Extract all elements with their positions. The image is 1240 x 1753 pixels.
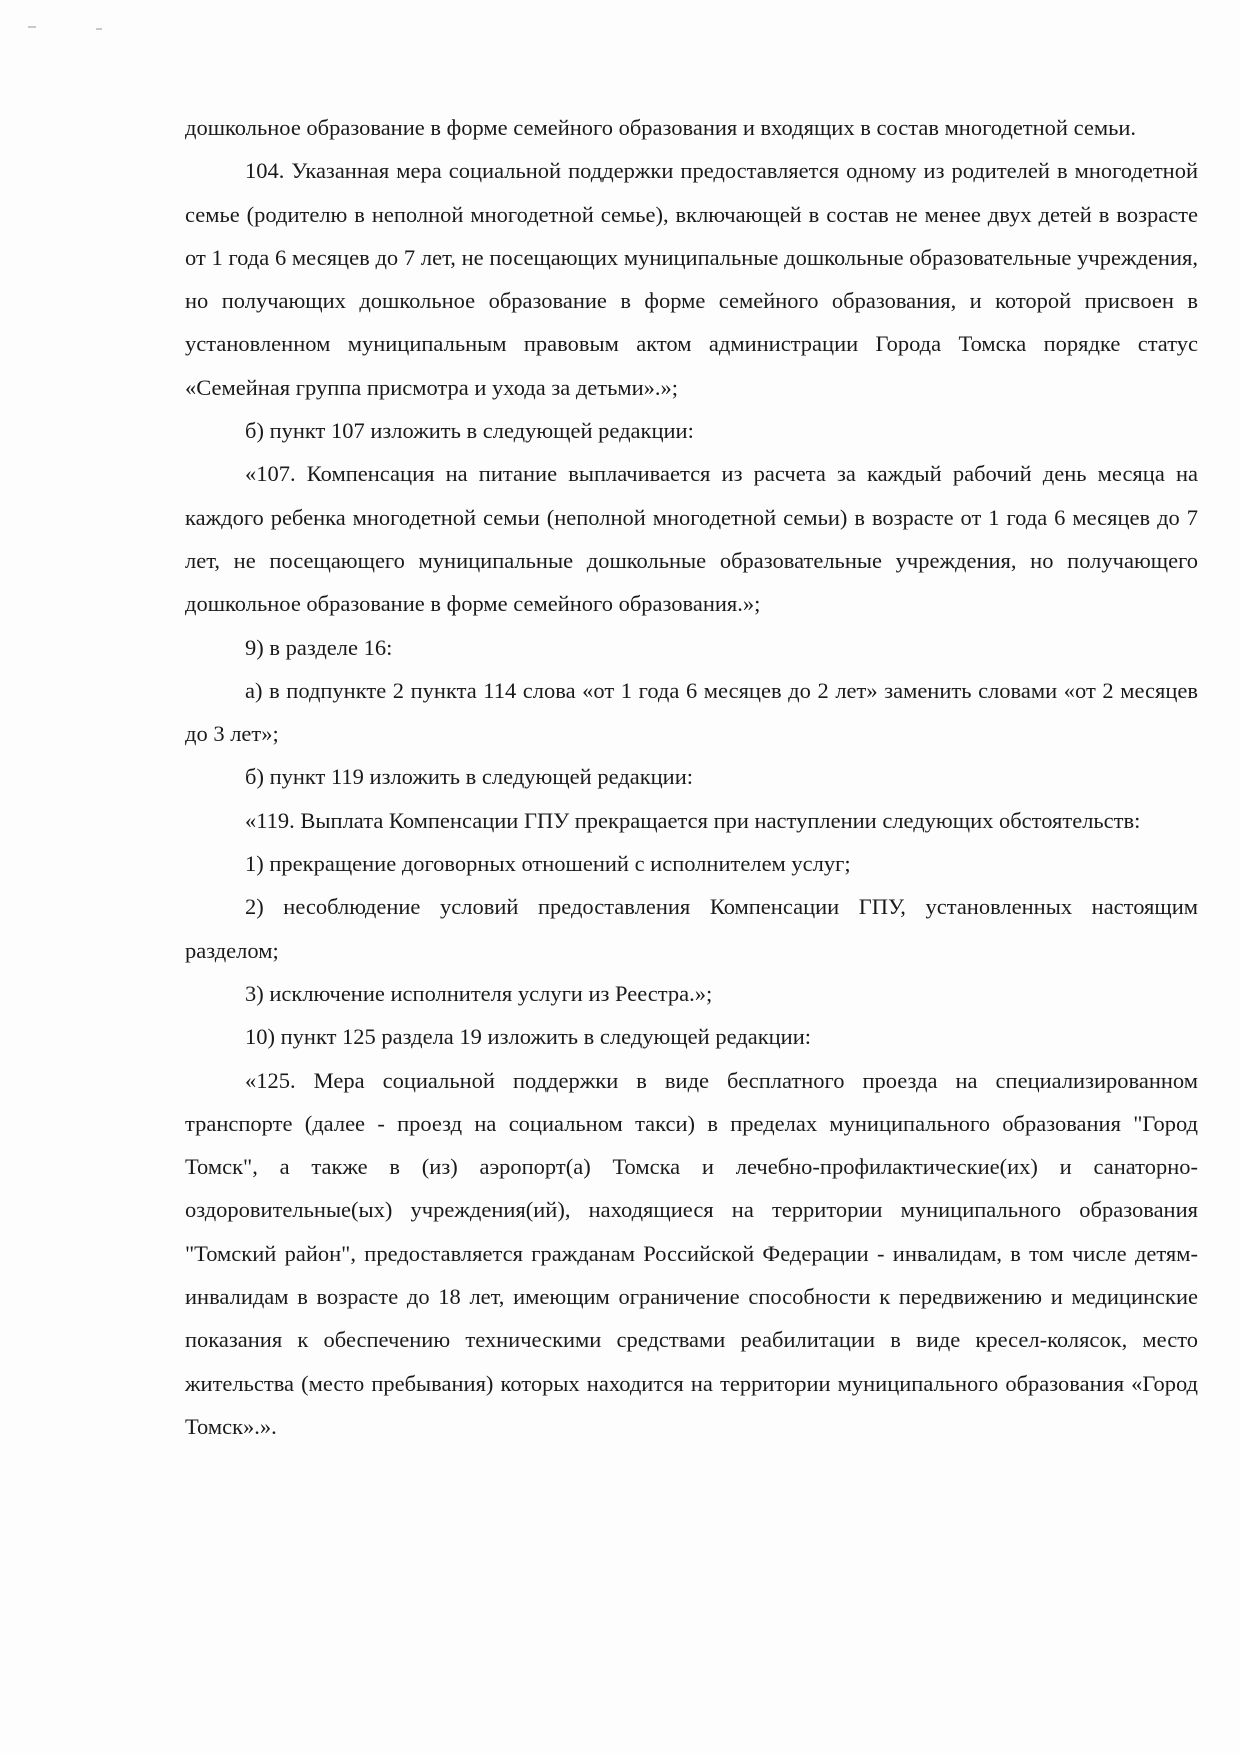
paragraph-104: 104. Указанная мера социальной поддержки предоставляется одному из родителей в многодетной семье (родителю в неполной многодетной семье), включающей в состав не менее двух детей в возрасте от 1 года 6 месяцев до 7 лет, не посещающих муниципальные дошкольные образовательные учреждения, но получающих дошкольное образование в форме семейного образования, и которой присвоен в установленном муниципальным правовым актом администрации Города Томска порядке статус «Семейная группа присмотра и ухода за детьми».»; — [185, 158, 1198, 400]
paragraph-item-b-119: б) пункт 119 изложить в следующей редакции: — [245, 764, 694, 790]
paragraph-125: «125. Мера социальной поддержки в виде бесплатного проезда на специализированном транспорте (далее - проезд на социальном такси) в пределах муниципального образования "Город Томск", а также в (из) аэропорт(а) Томска и лечебно-профилактические(их) и санаторно-оздоровительные(ых) учреждения(ий), находящиеся на территории муниципального образования "Томский район", предоставляется гражданам Российской Федерации - инвалидам, в том числе детям-инвалидам в возрасте до 18 лет, имеющим ограничение способности к передвижению и медицинские показания к обеспечению техническими средствами реабилитации в виде кресел-колясок, место жительства (место пребывания) которых находится на территории муниципального образования «Город Томск».». — [185, 1067, 1198, 1439]
paragraph-119-sub-3: 3) исключение исполнителя услуги из Реестра.»; — [245, 980, 713, 1006]
scan-artifact — [96, 28, 102, 30]
paragraph-continuation: дошкольное образование в форме семейного образования и входящих в состав многодетной семьи. — [185, 115, 1137, 140]
paragraph-item-9: 9) в разделе 16: — [245, 634, 393, 660]
paragraph-item-b-107: б) пункт 107 изложить в следующей редакции: — [245, 418, 694, 444]
paragraph-item-a-114: а) в подпункте 2 пункта 114 слова «от 1 года 6 месяцев до 2 лет» заменить словами «от 2 месяцев до 3 лет»; — [185, 677, 1198, 747]
paragraph-119: «119. Выплата Компенсации ГПУ прекращается при наступлении следующих обстоятельств: — [245, 807, 1141, 833]
paragraph-119-sub-1: 1) прекращение договорных отношений с исполнителем услуг; — [245, 851, 851, 877]
scan-artifact — [28, 26, 36, 28]
paragraph-119-sub-2: 2) несоблюдение условий предоставления Компенсации ГПУ, установленных настоящим разделом; — [185, 894, 1198, 963]
paragraph-item-10: 10) пункт 125 раздела 19 изложить в следующей редакции: — [245, 1024, 812, 1050]
document-body — [185, 106, 1198, 1448]
paragraph-107: «107. Компенсация на питание выплачивается из расчета за каждый рабочий день месяца на каждого ребенка многодетной семьи (неполной многодетной семьи) в возрасте от 1 года 6 месяцев до 7 лет, не посещающего муниципальные дошкольные образовательные учреждения, но получающего дошкольное образование в форме семейного образования.»; — [185, 461, 1198, 617]
